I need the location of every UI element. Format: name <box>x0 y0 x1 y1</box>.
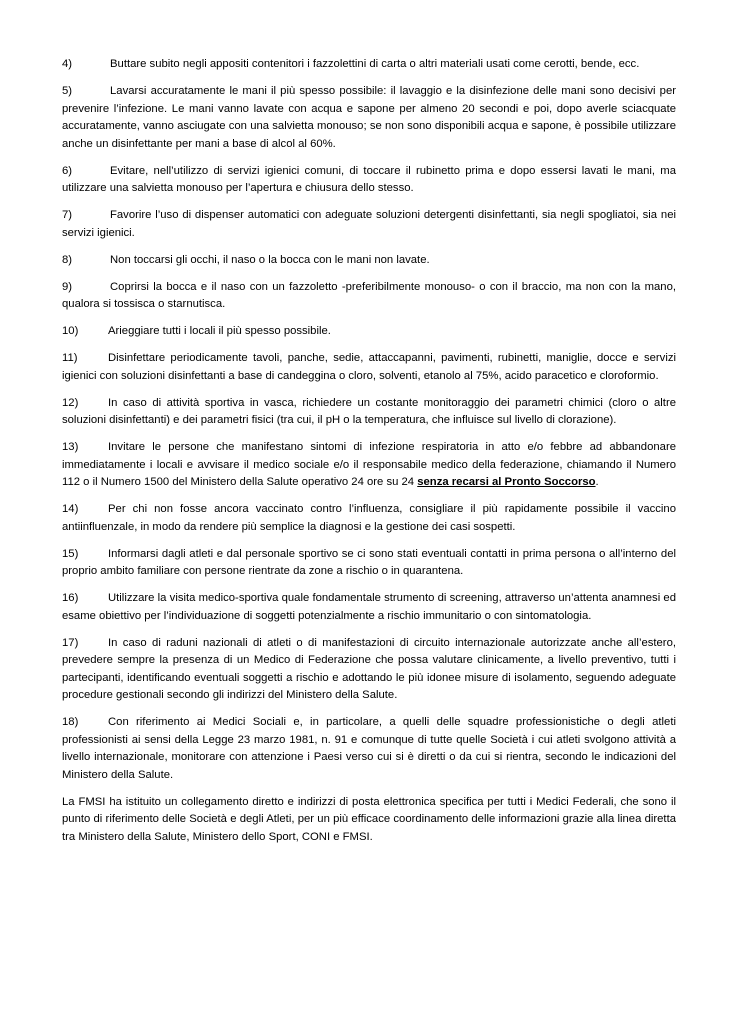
paragraph-number: 18) <box>62 716 79 728</box>
paragraph-9 <box>62 279 676 314</box>
paragraph-text: In caso di raduni nazionali di atleti o di manifestazioni di circuito internazionale autorizzate anche all’estero, prevedere sempre la presenza di un Medico di Federazione che possa valutare clinicamente, a livello preventivo, tutti i partecipanti, identificando eventuali soggetti a rischio e adottando le più idonee misure di isolamento, seguendo adeguate procedure gestionali secondo gli indirizzi del Ministero della Salute. <box>62 636 676 701</box>
paragraph-17 <box>62 635 676 705</box>
paragraph-7 <box>62 207 676 242</box>
paragraph-text: Disinfettare periodicamente tavoli, panche, sedie, attaccapanni, pavimenti, rubinetti, maniglie, docce e servizi igienici con soluzioni disinfettanti a base di candeggina o cloro, solventi, etanolo al 75%, acido paracetico e cloroformio. <box>62 352 676 382</box>
paragraph-text: Evitare, nell’utilizzo di servizi igienici comuni, di toccare il rubinetto prima e dopo essersi lavati le mani, ma utilizzare una salvietta monouso per l’apertura e chiusura dello stesso. <box>62 164 676 194</box>
paragraph-emphasis: senza recarsi al Pronto Soccorso <box>417 476 596 488</box>
paragraph-text: Per chi non fosse ancora vaccinato contro l’influenza, consigliare il più rapidamente possibile il vaccino antiinfluenzale, in modo da rendere più semplice la diagnosi e la gestione dei casi sospetti. <box>62 503 676 533</box>
paragraph-text: Con riferimento ai Medici Sociali e, in particolare, a quelli delle squadre professionistiche o degli atleti professionisti ai sensi della Legge 23 marzo 1981, n. 91 e comunque di tutte quelle Società i cui atleti svolgono attività a livello internazionale, monitorare con attenzione i Paesi verso cui si è diretti o da cui si rientra, secondo le indicazioni del Ministero della Salute. <box>62 716 676 781</box>
paragraph-text: Utilizzare la visita medico-sportiva quale fondamentale strumento di screening, attraverso un’attenta anamnesi ed esame obiettivo per l’individuazione di soggetti potenzialmente a rischio immunitario o con sintomatologia. <box>62 592 676 622</box>
paragraph-text: Invitare le persone che manifestano sintomi di infezione respiratoria in atto e/o febbre ad abbandonare immediatamente i locali e avvisare il medico sociale e/o il responsabile medico della federazione, chiamando il Numero 112 o il Numero 1500 del Ministero della Salute operativo 24 ore su 24 <box>62 441 676 488</box>
paragraph-text: Non toccarsi gli occhi, il naso o la bocca con le mani non lavate. <box>110 253 430 266</box>
paragraph-number: 10) <box>62 325 79 337</box>
paragraph-number: 17) <box>62 636 79 649</box>
paragraph-4 <box>62 56 676 74</box>
paragraph-number: 9) <box>62 280 73 293</box>
paragraph-number: 5) <box>62 85 73 97</box>
paragraph-number: 8) <box>62 253 73 266</box>
paragraph-5 <box>62 83 676 153</box>
paragraph-10 <box>62 323 676 341</box>
paragraph-8 <box>62 252 676 270</box>
paragraph-text: Buttare subito negli appositi contenitori i fazzolettini di carta o altri materiali usati come cerotti, bende, ecc. <box>110 58 640 70</box>
paragraph-number: 6) <box>62 164 73 177</box>
paragraph-18 <box>62 714 676 784</box>
paragraph-number: 4) <box>62 58 73 70</box>
paragraph-number: 14) <box>62 503 79 515</box>
paragraph-11 <box>62 350 676 385</box>
paragraph-14 <box>62 501 676 536</box>
paragraph-number: 11) <box>62 352 78 364</box>
paragraph-number: 7) <box>62 209 73 221</box>
paragraph-text: Arieggiare tutti i locali il più spesso possibile. <box>108 325 331 337</box>
paragraph-15 <box>62 546 676 581</box>
paragraph-text: Lavarsi accuratamente le mani il più spesso possibile: il lavaggio e la disinfezione delle mani sono decisivi per prevenire l’infezione. Le mani vanno lavate con acqua e sapone per almeno 20 secondi e poi, dopo averle sciacquate accuratamente, vanno asciugate con una salvietta monouso; se non sono disponibili acqua e sapone, è possibile utilizzare anche un disinfettante per mani a base di alcol al 60%. <box>62 85 676 150</box>
paragraph-text: Coprirsi la bocca e il naso con un fazzoletto -preferibilmente monouso- o con il braccio, ma non con la mano, qualora si tossisca o starnutisca. <box>62 280 676 310</box>
paragraph-number: 15) <box>62 547 79 560</box>
paragraph-text: Favorire l’uso di dispenser automatici con adeguate soluzioni detergenti disinfettanti, sia negli spogliatoi, sia nei servizi igienici. <box>62 209 676 239</box>
paragraph-number: 16) <box>62 592 79 604</box>
paragraph-16 <box>62 590 676 625</box>
paragraph-text: In caso di attività sportiva in vasca, richiedere un costante monitoraggio dei parametri chimici (cloro o altre soluzioni disinfettanti) e dei parametri fisici (tra cui, il pH o la temperatura, che influisce sul livello di clorazione). <box>62 396 676 426</box>
paragraph-6 <box>62 163 676 198</box>
paragraph-text: Informarsi dagli atleti e dal personale sportivo se ci sono stati eventuali contatti in prima persona o all’interno del proprio ambito familiare con persone rientrate da zone a rischio o in quarantena. <box>62 547 676 577</box>
paragraph-number: 12) <box>62 396 79 409</box>
paragraph-number: 13) <box>62 441 79 453</box>
paragraph-text-end: . <box>595 476 599 488</box>
paragraph-13 <box>62 439 676 492</box>
paragraph-12 <box>62 395 676 430</box>
closing-paragraph: La FMSI ha istituito un collegamento diretto e indirizzi di posta elettronica specifica per tutti i Medici Federali, che sono il punto di riferimento delle Società e degli Atleti, per un più efficace coordinamento delle informazioni grazie alla linea diretta tra Ministero della Salute, Ministero dello Sport, CONI e FMSI. <box>62 795 676 843</box>
